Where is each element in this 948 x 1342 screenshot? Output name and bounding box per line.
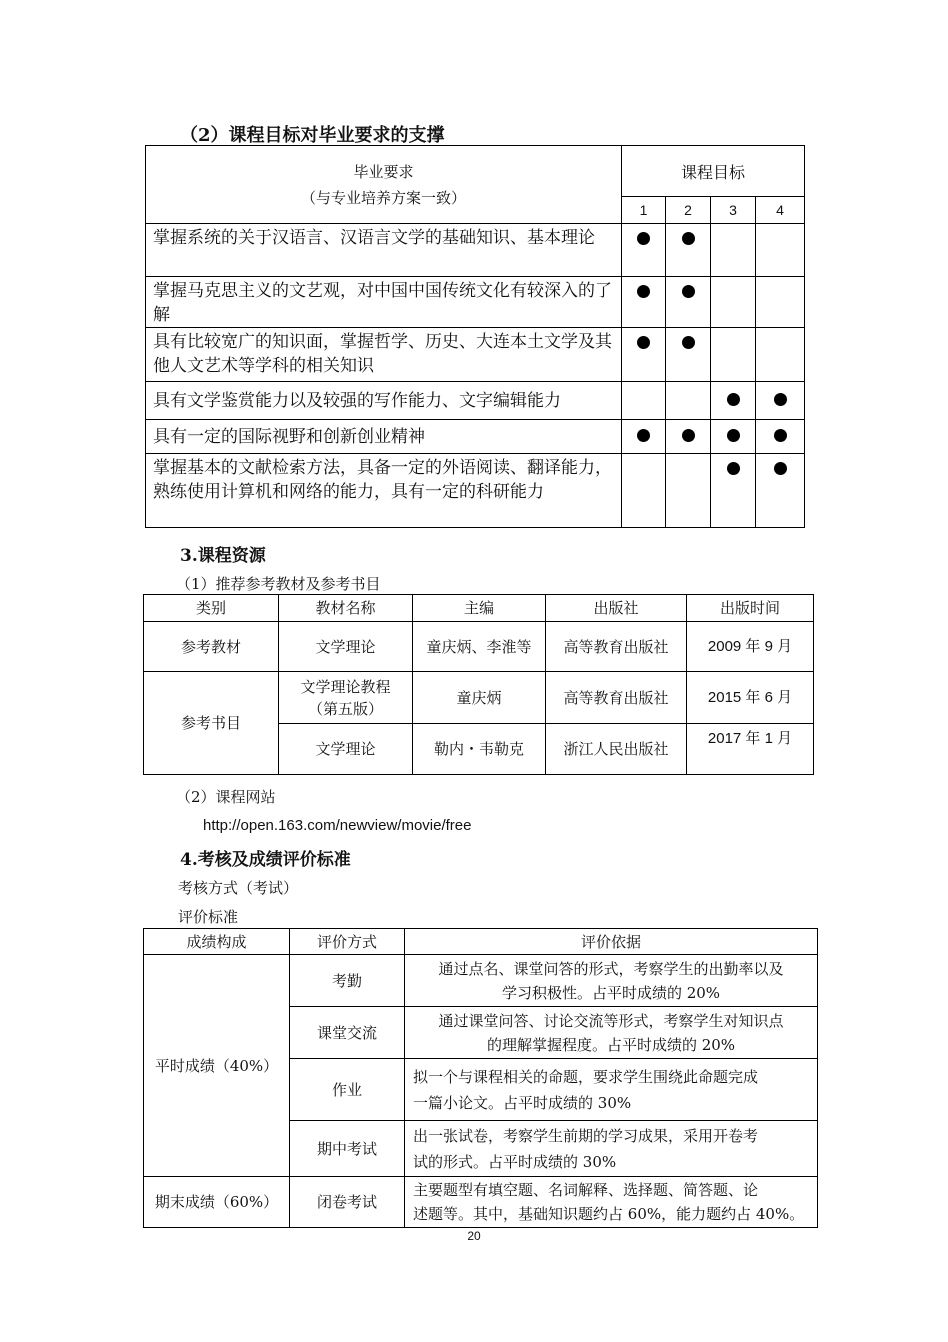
- criteria-basis: [405, 955, 818, 1007]
- books-header-cell: 出版社: [546, 595, 687, 622]
- criteria-basis: [405, 1121, 818, 1177]
- goal-number: 4: [756, 197, 805, 224]
- books-subtitle: （1）推荐参考教材及参考书目: [176, 575, 381, 593]
- goal-cell: [666, 420, 711, 454]
- assessment-method: 考核方式（考试）: [178, 879, 299, 897]
- support-dot-icon: [637, 429, 650, 442]
- support-dot-icon: [682, 336, 695, 349]
- support-row: [146, 328, 805, 382]
- book-editor: 童庆炳: [413, 672, 546, 724]
- goal-cell: [666, 328, 711, 382]
- goal-cell: [756, 382, 805, 420]
- criteria-method: 作业: [290, 1059, 405, 1121]
- books-header-cell: 教材名称: [279, 595, 413, 622]
- final-grade-group: 期末成绩（60%）: [144, 1177, 290, 1228]
- book-publisher: 高等教育出版社: [546, 622, 687, 672]
- criteria-basis: [405, 1007, 818, 1059]
- support-dot-icon: [727, 462, 740, 475]
- criteria-basis: [405, 1059, 818, 1121]
- goal-cell: [666, 224, 711, 277]
- criteria-basis-line1: 通过课堂问答、讨论交流等形式，考察学生对知识点: [438, 1011, 784, 1030]
- requirement-header-line2: （与专业培养方案一致）: [300, 188, 466, 207]
- book-name: [279, 672, 413, 724]
- support-row: [146, 420, 805, 454]
- goal-cell: [666, 277, 711, 328]
- book-publisher: 浙江人民出版社: [546, 724, 687, 775]
- requirement-header: [146, 146, 622, 224]
- website-url-link[interactable]: http://open.163.com/newview/movie/free: [203, 817, 472, 834]
- book-category: 参考教材: [144, 622, 279, 672]
- support-dot-icon: [774, 393, 787, 406]
- goal-cell: [622, 328, 666, 382]
- goal-header: 课程目标: [622, 146, 805, 197]
- goal-cell: [622, 420, 666, 454]
- goal-cell: [756, 277, 805, 328]
- support-dot-icon: [682, 429, 695, 442]
- section-4-title: 4.考核及成绩评价标准: [180, 850, 351, 870]
- goal-cell: [756, 454, 805, 528]
- support-row: [146, 382, 805, 420]
- criteria-method: 期中考试: [290, 1121, 405, 1177]
- support-row: [146, 277, 805, 328]
- criteria-basis-line1: 主要题型有填空题、名词解释、选择题、简答题、论: [413, 1181, 759, 1199]
- support-dot-icon: [637, 336, 650, 349]
- goal-cell: [622, 454, 666, 528]
- books-header-cell: 类别: [144, 595, 279, 622]
- support-dot-icon: [774, 462, 787, 475]
- support-row: [146, 454, 805, 528]
- criteria-basis-line2: 学习积极性。占平时成绩的 20%: [501, 983, 721, 1002]
- goal-cell: [711, 420, 756, 454]
- books-header-cell: 出版时间: [687, 595, 814, 622]
- book-date: 2009 年 9 月: [687, 622, 814, 672]
- criteria-basis-line1: 出一张试卷，考察学生前期的学习成果，采用开卷考: [413, 1126, 759, 1145]
- goal-number: 2: [666, 197, 711, 224]
- support-dot-icon: [774, 429, 787, 442]
- goal-cell: [622, 277, 666, 328]
- book-publisher: 高等教育出版社: [546, 672, 687, 724]
- book-name-line2: （第五版）: [307, 699, 383, 718]
- criteria-method: 考勤: [290, 955, 405, 1007]
- criteria-basis-line1: 通过点名、课堂问答的形式，考察学生的出勤率以及: [438, 959, 784, 978]
- goal-cell: [666, 454, 711, 528]
- section-3-title: 3.课程资源: [180, 546, 266, 566]
- requirement-text: 掌握系统的关于汉语言、汉语言文学的基础知识、基本理论: [146, 224, 622, 277]
- goal-cell: [666, 382, 711, 420]
- criteria-method: 课堂交流: [290, 1007, 405, 1059]
- support-dot-icon: [682, 285, 695, 298]
- criteria-basis-line1: 拟一个与课程相关的命题，要求学生围绕此命题完成: [413, 1067, 759, 1086]
- requirement-text: 具有一定的国际视野和创新创业精神: [146, 420, 622, 454]
- regular-grade-group: 平时成绩（40%）: [144, 955, 290, 1177]
- book-name-line1: 文学理论教程: [300, 677, 391, 696]
- requirement-text: 具有文学鉴赏能力以及较强的写作能力、文字编辑能力: [146, 382, 622, 420]
- goal-cell: [711, 328, 756, 382]
- support-row: [146, 224, 805, 277]
- criteria-basis-line2: 试的形式。占平时成绩的 30%: [413, 1152, 617, 1171]
- goal-cell: [756, 420, 805, 454]
- requirement-header-line1: 毕业要求: [353, 162, 414, 181]
- criteria-basis-line2: 的理解掌握程度。占平时成绩的 20%: [486, 1035, 736, 1054]
- goal-cell: [711, 454, 756, 528]
- goal-cell: [622, 224, 666, 277]
- support-dot-icon: [727, 429, 740, 442]
- goal-cell: [711, 277, 756, 328]
- criteria-header-cell: 评价依据: [405, 929, 818, 955]
- requirement-text: 具有比较宽广的知识面，掌握哲学、历史、大连本土文学及其他人文艺术等学科的相关知识: [146, 328, 622, 382]
- website-subtitle: （2）课程网站: [176, 788, 276, 806]
- support-dot-icon: [637, 285, 650, 298]
- book-category: 参考书目: [144, 672, 279, 775]
- book-editor: 童庆炳、李淮等: [413, 622, 546, 672]
- book-editor: 勒内・韦勒克: [413, 724, 546, 775]
- book-date: 2017 年 1 月: [687, 724, 814, 775]
- criteria-label: 评价标准: [178, 908, 239, 926]
- support-dot-icon: [682, 232, 695, 245]
- goal-cell: [756, 328, 805, 382]
- book-name: 文学理论: [279, 724, 413, 775]
- support-dot-icon: [727, 393, 740, 406]
- goal-cell: [711, 224, 756, 277]
- criteria-basis-line2: 述题等。其中，基础知识题约占 60%，能力题约占 40%。: [413, 1205, 805, 1223]
- criteria-header-cell: 评价方式: [290, 929, 405, 955]
- goal-cell: [756, 224, 805, 277]
- criteria-basis: [405, 1177, 818, 1228]
- criteria-table: [143, 928, 818, 1228]
- books-table: [143, 594, 814, 775]
- goal-number: 3: [711, 197, 756, 224]
- book-date: 2015 年 6 月: [687, 672, 814, 724]
- criteria-basis-line2: 一篇小论文。占平时成绩的 30%: [413, 1093, 632, 1112]
- goal-cell: [711, 382, 756, 420]
- support-dot-icon: [637, 232, 650, 245]
- criteria-header-cell: 成绩构成: [144, 929, 290, 955]
- book-name: 文学理论: [279, 622, 413, 672]
- books-header-cell: 主编: [413, 595, 546, 622]
- support-table: [145, 145, 805, 528]
- criteria-method: 闭卷考试: [290, 1177, 405, 1228]
- goal-cell: [622, 382, 666, 420]
- page-number: 20: [467, 1229, 481, 1243]
- section-2-title: （2）课程目标对毕业要求的支撑: [180, 125, 445, 146]
- requirement-text: 掌握基本的文献检索方法，具备一定的外语阅读、翻译能力，熟练使用计算机和网络的能力，具有一定的科研能力: [146, 454, 622, 528]
- goal-number: 1: [622, 197, 666, 224]
- requirement-text: 掌握马克思主义的文艺观，对中国中国传统文化有较深入的了解: [146, 277, 622, 328]
